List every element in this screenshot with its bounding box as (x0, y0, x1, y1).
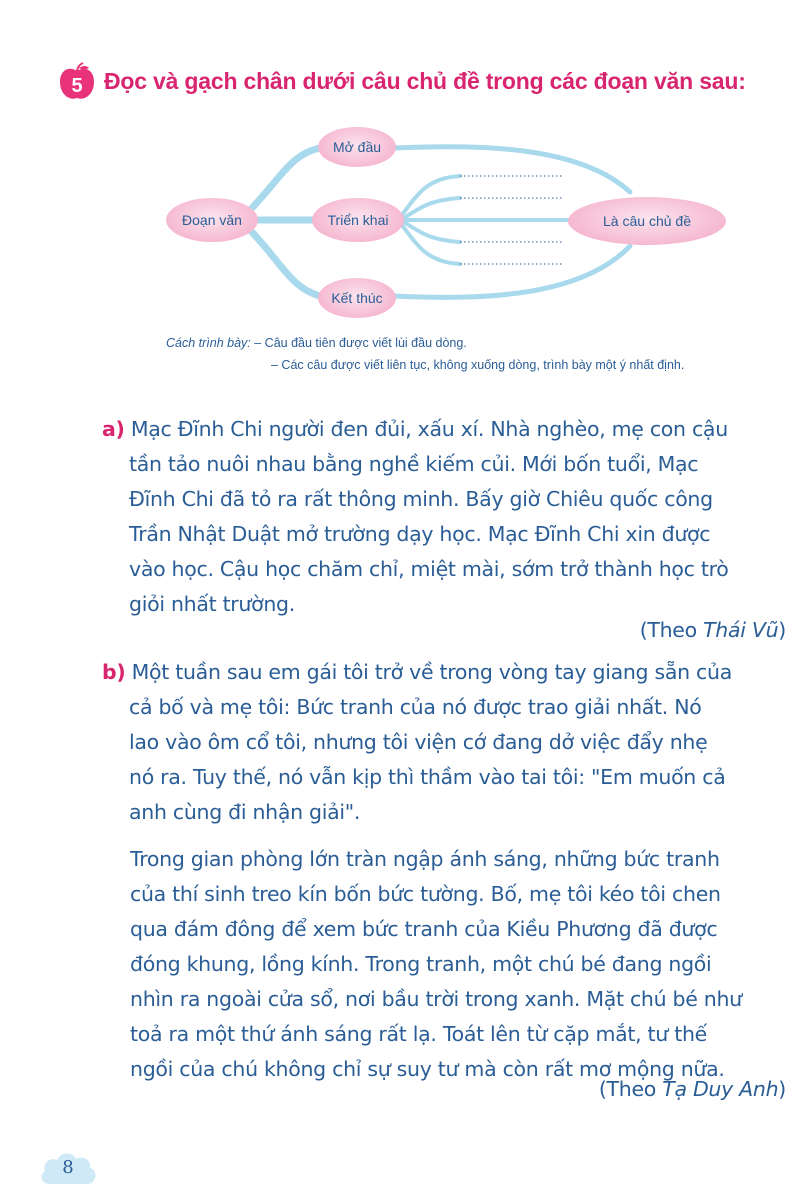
exercise-number: 5 (71, 75, 83, 97)
presentation-note (166, 336, 467, 350)
passage-a-line: tần tảo nuôi nhau bằng nghề kiếm củi. Mới bốn tuổi, Mạc (129, 452, 699, 476)
presentation-label: Cách trình bày: (166, 336, 251, 350)
passage-b (102, 655, 732, 830)
presentation-rule-1: – Câu đầu tiên được viết lùi đầu dòng. (254, 336, 467, 350)
node-body: Triển khai (312, 198, 404, 242)
source-prefix: (Theo (598, 1077, 657, 1101)
source-prefix: (Theo (639, 618, 697, 642)
passage-b-line: anh cùng đi nhận giải". (129, 800, 361, 824)
passage-b-line: ngồi của chú không chỉ sự suy tư mà còn rất mơ mộng nữa. (130, 1057, 725, 1081)
passage-b-line: nhìn ra ngoài cửa sổ, nơi bầu trời trong xanh. Mặt chú bé như (130, 987, 742, 1011)
exercise-badge (58, 62, 96, 102)
passage-a-line: vào học. Cậu học chăm chỉ, miệt mài, sớm trở thành học trò (129, 557, 729, 581)
presentation-rule-2: – Các câu được viết liên tục, không xuống dòng, trình bày một ý nhất định. (271, 358, 685, 372)
passage-a-marker: a) (102, 417, 125, 441)
passage-b-line: Trong gian phòng lớn tràn ngập ánh sáng, những bức tranh (130, 847, 720, 871)
passage-b-continued (130, 842, 742, 1087)
passage-a-source (640, 618, 786, 642)
passage-b-marker: b) (102, 660, 126, 684)
node-paragraph: Đoạn văn (166, 198, 258, 242)
node-closing: Kết thúc (318, 278, 396, 318)
page-number-text: 8 (62, 1157, 74, 1178)
page-number (36, 1148, 100, 1192)
passage-b-line: lao vào ôm cổ tôi, nhưng tôi viện cớ đang dở việc đẩy nhẹ (129, 730, 708, 754)
apple-icon (58, 62, 96, 102)
passage-b-source (599, 1077, 786, 1101)
passage-a-line: Trần Nhật Duật mở trường dạy học. Mạc Đĩnh Chi xin được (129, 522, 711, 546)
node-opening: Mở đầu (318, 127, 396, 167)
passage-a-line: giỏi nhất trường. (129, 592, 295, 616)
source-author: Thái Vũ (703, 618, 779, 642)
source-author: Tạ Duy Anh (662, 1077, 779, 1101)
passage-a (102, 412, 729, 622)
passage-b-line: qua đám đông để xem bức tranh của Kiều Phương đã được (130, 917, 718, 941)
passage-b-line: đóng khung, lồng kính. Trong tranh, một chú bé đang ngồi (130, 952, 712, 976)
passage-b-line: toả ra một thứ ánh sáng rất lạ. Toát lên từ cặp mắt, tư thế (130, 1022, 707, 1046)
passage-b-line: Một tuần sau em gái tôi trở về trong vòng tay giang sẵn của (131, 660, 732, 684)
passage-b-line: cả bố và mẹ tôi: Bức tranh của nó được trao giải nhất. Nó (129, 695, 702, 719)
passage-b-line: của thí sinh treo kín bốn bức tường. Bố, mẹ tôi kéo tôi chen (130, 882, 721, 906)
node-topic-sentence: Là câu chủ đề (568, 197, 726, 245)
passage-a-line: Đĩnh Chi đã tỏ ra rất thông minh. Bấy giờ Chiêu quốc công (129, 487, 713, 511)
passage-a-line: Mạc Đĩnh Chi người đen đủi, xấu xí. Nhà nghèo, mẹ con cậu (130, 417, 728, 441)
source-suffix: ) (778, 618, 786, 642)
source-suffix: ) (778, 1077, 786, 1101)
paragraph-structure-diagram (160, 120, 740, 320)
exercise-title: Đọc và gạch chân dưới câu chủ đề trong các đoạn văn sau: (104, 68, 746, 94)
passage-b-line: nó ra. Tuy thế, nó vẫn kịp thì thầm vào tai tôi: "Em muốn cả (129, 765, 726, 789)
